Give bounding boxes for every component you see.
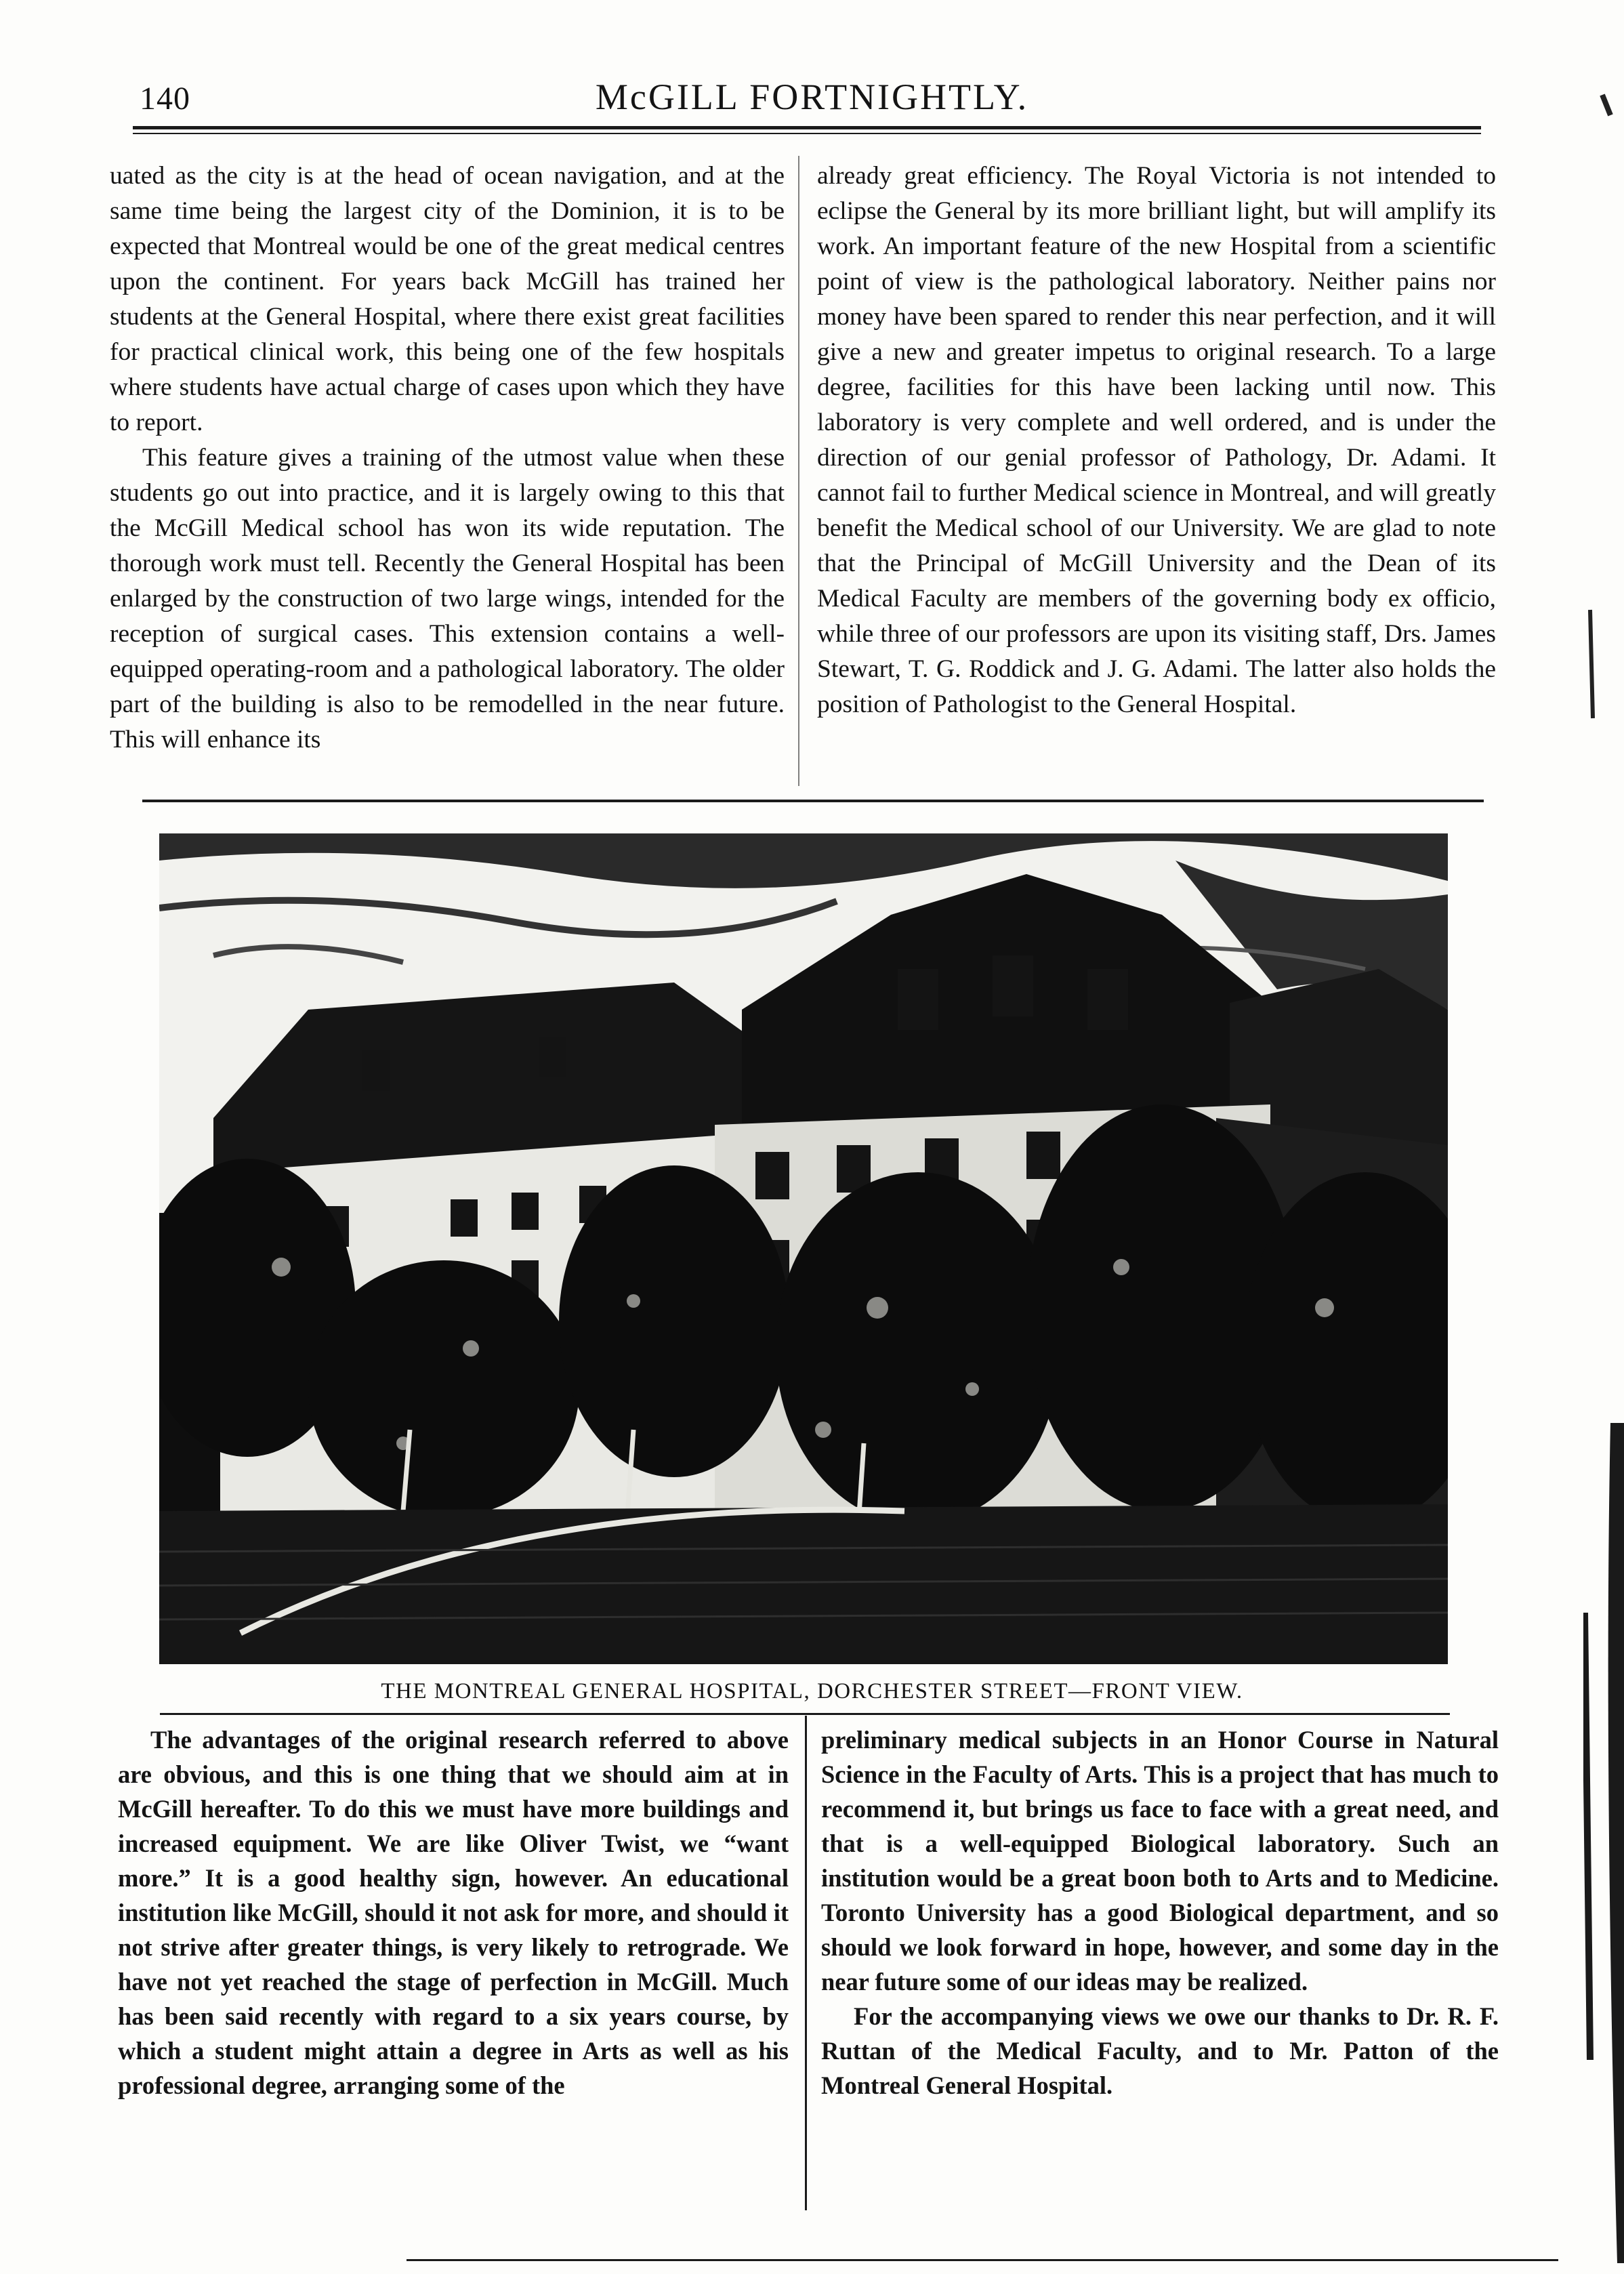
bottom-right-column <box>821 1722 1499 2103</box>
paragraph: This feature gives a training of the utmost value when these students go out into practice, and it is largely owing to this that the McGill Medical school has won its wide reputation. The thorough work must tell. Recently the General Hospital has been enlarged by the construction of two large wings, intended for the reception of surgical cases. This extension contains a well-equipped operating-room and a pathological laboratory. The older part of the building is also to be remodelled in the near future. This will enhance its <box>110 444 785 753</box>
hospital-engraving <box>159 833 1448 1664</box>
section-rule <box>142 800 1484 802</box>
column-divider <box>805 1716 807 2210</box>
header-rule <box>133 126 1481 129</box>
column-divider <box>798 156 799 786</box>
hospital-photograph <box>159 833 1448 1664</box>
paragraph: preliminary medical subjects in an Honor Course in Natural Science in the Faculty of Arts. This is a project that has much to recommend it, but brings us face to face with a great need, and that is a well-equipped Biological laboratory. Such an institution would be a great boon both to Arts and to Medicine. Toronto University has a good Biological department, and so should we look forward in hope, however, and some day in the near future some of our ideas may be realized. <box>821 1726 1499 1996</box>
paragraph: The advantages of the original research referred to above are obvious, and this is one thing that we should aim at in McGill hereafter. To do this we must have more buildings and increased equipment. We are like Oliver Twist, we “want more.” It is a good healthy sign, however. An educational institution like McGill, should it not ask for more, and should it not strive after greater things, is very likely to retrograde. We have not yet reached the stage of perfection in McGill. Much has been said recently with regard to a six years course, by which a student might attain a degree in Arts as well as his professional degree, arranging some of the <box>118 1726 789 2099</box>
page-edge-shadow <box>1583 0 1624 2274</box>
page-number: 140 <box>140 81 190 117</box>
top-right-column <box>817 159 1496 722</box>
top-left-column <box>110 159 785 758</box>
section-rule <box>160 1713 1450 1715</box>
header-rule-thin <box>133 133 1481 134</box>
paragraph: For the accompanying views we owe our thanks to Dr. R. F. Ruttan of the Medical Faculty, and to Mr. Patton of the Montreal General Hospital. <box>821 2002 1499 2099</box>
paragraph: already great efficiency. The Royal Victoria is not intended to eclipse the General by its more brilliant light, but will amplify its work. An important feature of the new Hospital from a scientific point of view is the pathological laboratory. Neither pains nor money have been spared to render this near perfection, and it will give a new and greater impetus to original research. To a large degree, facilities for this have been lacking until now. This laboratory is very complete and well ordered, and is under the direction of our genial professor of Pathology, Dr. Adami. It cannot fail to further Medical science in Montreal, and will greatly benefit the Medical school of our University. We are glad to note that the Principal of McGill University and the Dean of its Medical Faculty are members of the governing body ex officio, while three of our professors are upon its visiting staff, Drs. James Stewart, T. G. Roddick and J. G. Adami. The latter also holds the position of Pathologist to the General Hospital. <box>817 162 1496 718</box>
paragraph: uated as the city is at the head of ocean navigation, and at the same time being the largest city of the Dominion, it is to be expected that Montreal would be one of the great medical centres upon the continent. For years back McGill has trained her students at the General Hospital, where there exist great facilities for practical clinical work, this being one of the few hospitals where students have actual charge of cases upon which they have to report. <box>110 162 785 436</box>
bottom-left-column <box>118 1722 789 2103</box>
footer-rule <box>407 2259 1558 2261</box>
journal-title: McGILL FORTNIGHTLY. <box>595 77 1029 117</box>
photo-caption: THE MONTREAL GENERAL HOSPITAL, DORCHESTER STREET—FRONT VIEW. <box>381 1679 1243 1703</box>
